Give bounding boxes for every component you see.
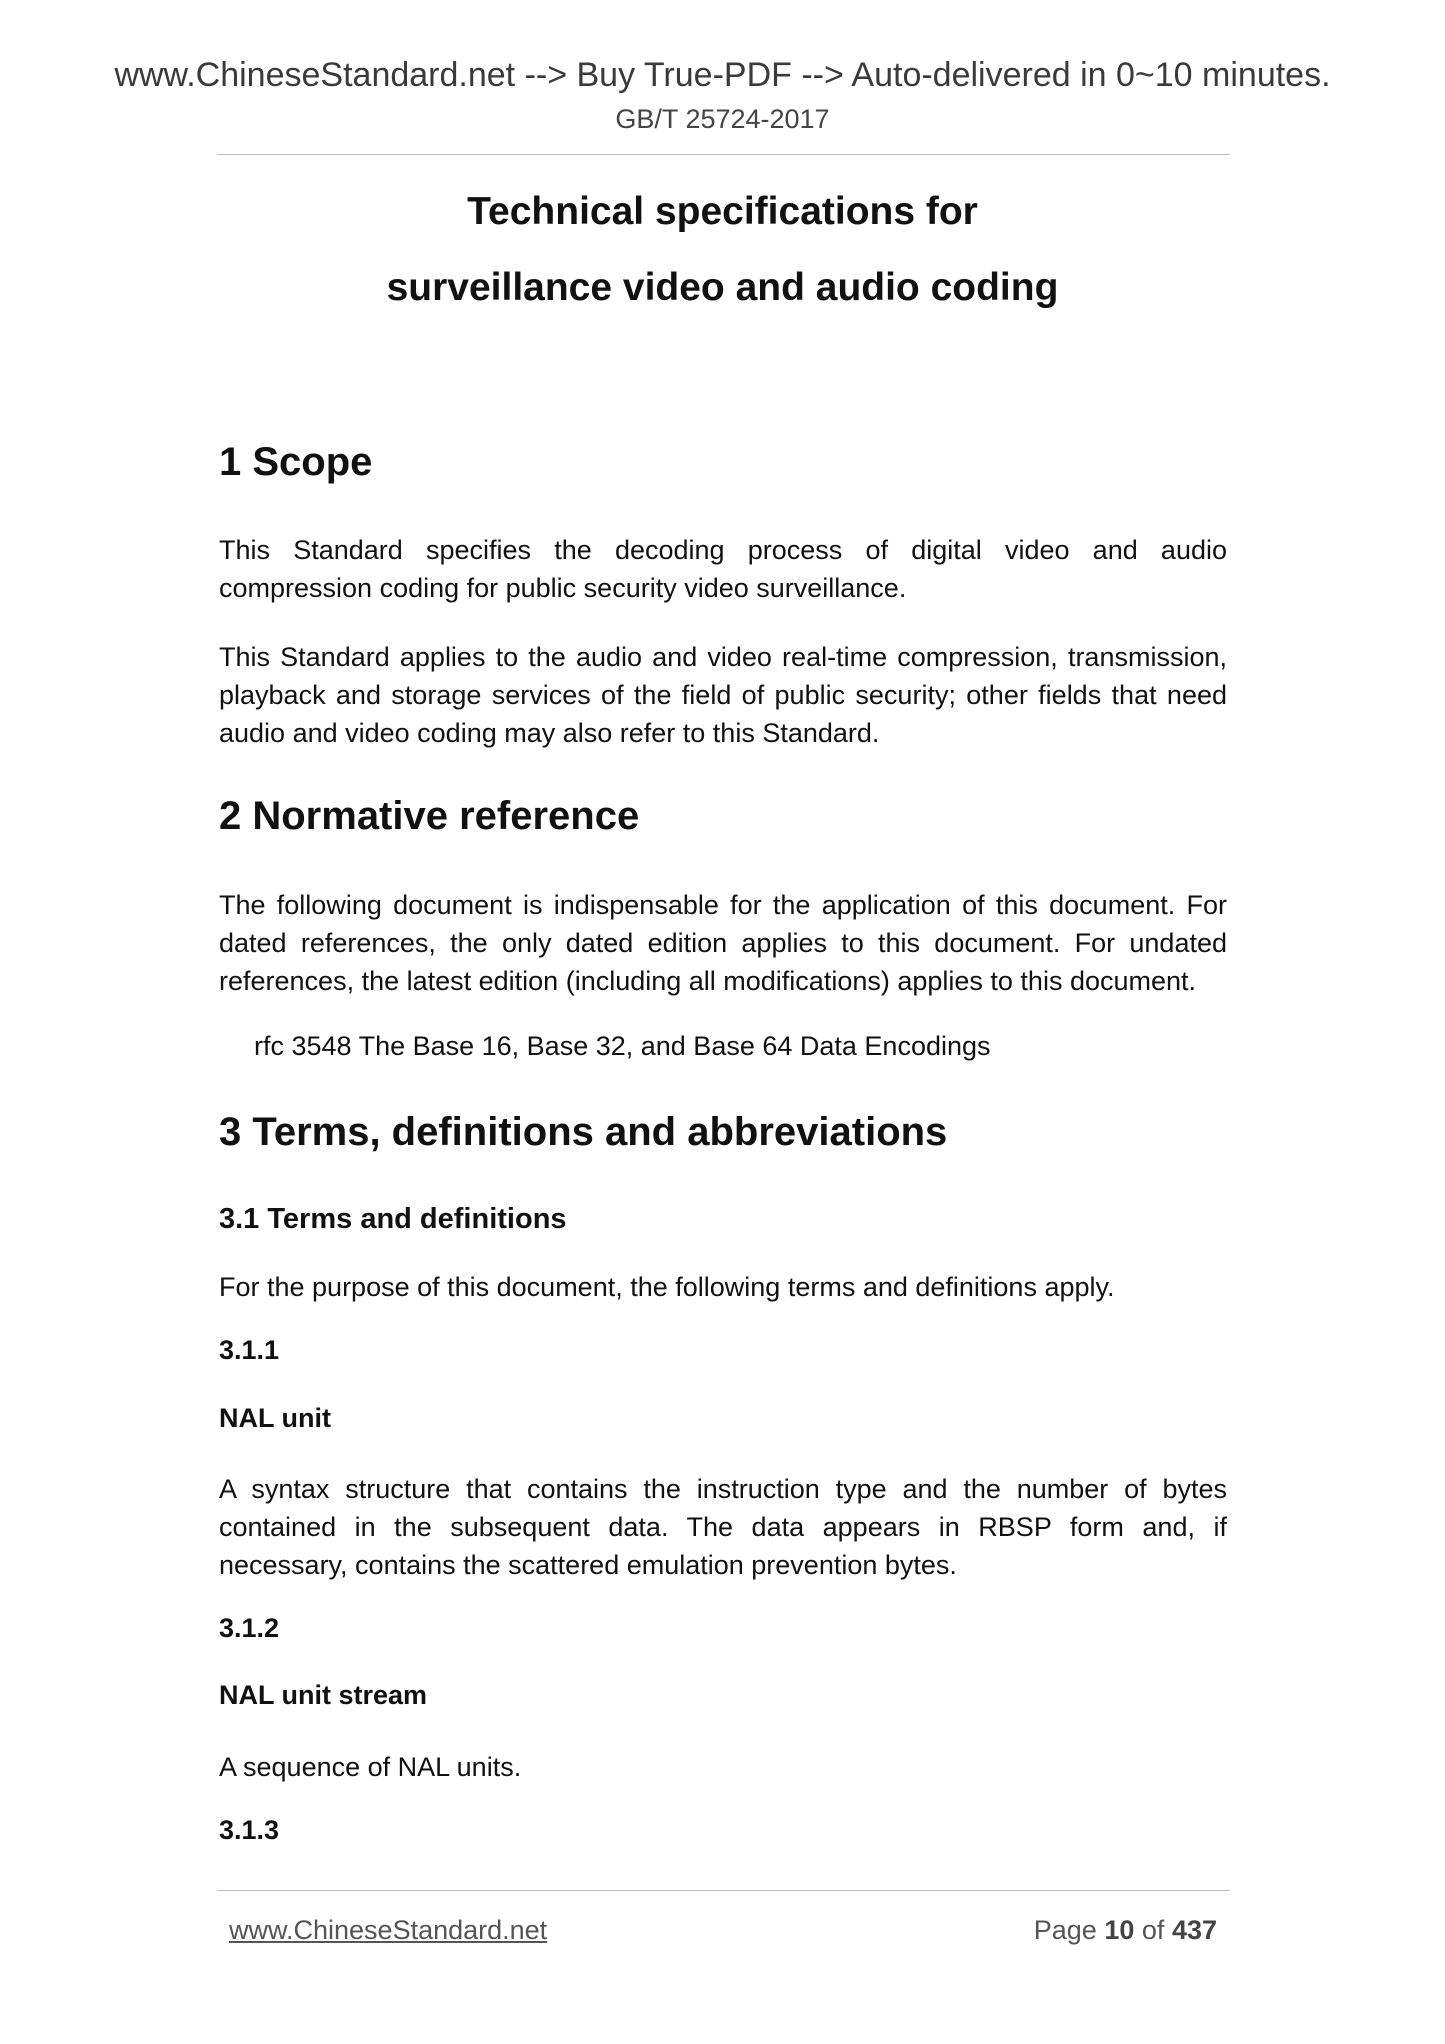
term-name: NAL unit stream xyxy=(219,1680,428,1710)
header-divider xyxy=(217,154,1230,155)
term-number: 3.1.1 xyxy=(219,1335,280,1365)
reference-entry: rfc 3548 The Base 16, Base 32, and Base 64 Data Encodings xyxy=(254,1031,991,1061)
section-3-1-heading: 3.1 Terms and definitions xyxy=(219,1203,567,1235)
standard-code: GB/T 25724-2017 xyxy=(615,104,830,134)
terms-intro: For the purpose of this document, the following terms and definitions apply. xyxy=(219,1272,1115,1302)
page-number xyxy=(1034,1915,1217,1946)
term-number: 3.1.2 xyxy=(219,1613,280,1643)
term-definition: A sequence of NAL units. xyxy=(219,1752,522,1782)
page-of: of xyxy=(1141,1915,1165,1945)
section-2-heading: 2 Normative reference xyxy=(219,794,640,838)
section-3-heading: 3 Terms, definitions and abbreviations xyxy=(219,1110,948,1154)
document-title-line-1: Technical specifications for xyxy=(467,190,978,233)
scope-paragraph-2: This Standard applies to the audio and video real-time compression, transmission, playback and storage services of the field of public security; other fields that need audio and video coding may also refer to this Standard. xyxy=(219,642,1227,748)
footer-website-link[interactable]: www.ChineseStandard.net xyxy=(229,1915,548,1945)
page-total: 437 xyxy=(1171,1915,1217,1945)
scope-paragraph-1: This Standard specifies the decoding process of digital video and audio compression coding for public security video surveillance. xyxy=(219,535,1227,603)
section-1-heading: 1 Scope xyxy=(219,440,373,484)
document-title-line-2: surveillance video and audio coding xyxy=(386,266,1059,309)
page-label: Page xyxy=(1033,1915,1097,1945)
term-definition: A syntax structure that contains the instruction type and the number of bytes contained in the subsequent data. The data appears in RBSP form and, if necessary, contains the scattered emulation prevention bytes. xyxy=(219,1474,1227,1580)
term-number: 3.1.3 xyxy=(219,1815,280,1845)
normative-reference-paragraph: The following document is indispensable for the application of this document. For dated references, the only dated edition applies to this document. For undated references, the latest edition (including all modifications) applies to this document. xyxy=(219,890,1227,996)
header-banner: www.ChineseStandard.net --> Buy True-PDF --> Auto-delivered in 0~10 minutes. xyxy=(114,56,1331,94)
page-current: 10 xyxy=(1104,1915,1135,1945)
term-name: NAL unit xyxy=(219,1403,331,1433)
footer-divider xyxy=(217,1890,1230,1891)
